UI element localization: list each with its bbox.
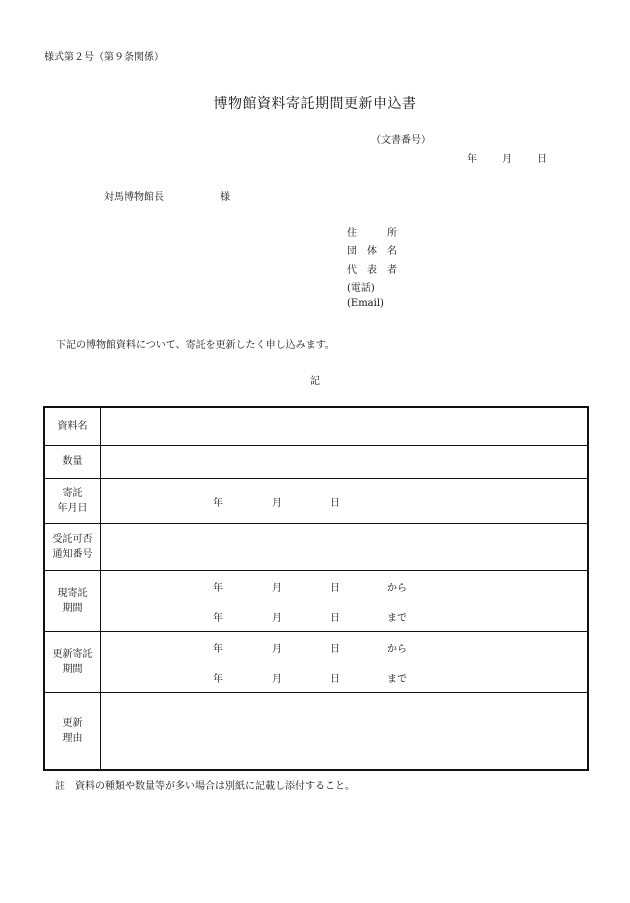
row-quantity xyxy=(44,445,588,478)
applicant-address-label: 住 所 xyxy=(347,228,397,239)
renewal-to-year: 年 xyxy=(213,673,223,685)
applicant-phone-label: (電話) xyxy=(347,283,375,294)
quantity-label: 数量 xyxy=(44,445,101,478)
renewal-from-month: 月 xyxy=(272,643,282,655)
row-approval-number xyxy=(44,523,588,570)
current-from-month: 月 xyxy=(272,582,282,594)
material-name-field[interactable] xyxy=(101,407,589,445)
row-current-period xyxy=(44,570,588,631)
form-number: 様式第２号（第９条関係） xyxy=(44,52,164,63)
renewal-reason-field[interactable] xyxy=(101,692,589,770)
form-table xyxy=(43,406,589,771)
deposit-year: 年 xyxy=(213,497,223,509)
page-title: 博物館資料寄託期間更新申込書 xyxy=(213,96,417,112)
date-year: 年 xyxy=(467,154,477,165)
material-name-label: 資料名 xyxy=(44,407,101,445)
date-day: 日 xyxy=(537,154,547,165)
deposit-date-label: 寄託 年月日 xyxy=(44,478,101,523)
row-renewal-period xyxy=(44,631,588,692)
renewal-from-year: 年 xyxy=(213,643,223,655)
intro-text: 下記の博物館資料について、寄託を更新したく申し込みます。 xyxy=(56,340,335,351)
quantity-field[interactable] xyxy=(101,445,589,478)
current-period-label: 現寄託 期間 xyxy=(44,570,101,631)
renewal-from-day: 日 xyxy=(330,643,340,655)
current-to-word: まで xyxy=(387,612,407,624)
current-from-word: から xyxy=(387,582,407,594)
approval-number-field[interactable] xyxy=(101,523,589,570)
addressee: 対馬博物館長 xyxy=(104,192,164,203)
renewal-period-label: 更新寄託 期間 xyxy=(44,631,101,692)
current-from-day: 日 xyxy=(330,582,340,594)
row-material-name xyxy=(44,407,588,445)
row-deposit-date xyxy=(44,478,588,523)
approval-number-label: 受託可否 通知番号 xyxy=(44,523,101,570)
applicant-representative-label: 代 表 者 xyxy=(347,265,397,276)
applicant-email-label: (Email) xyxy=(347,298,384,309)
renewal-period-field[interactable] xyxy=(101,631,589,692)
footnote: 註 資料の種類や数量等が多い場合は別紙に記載し添付すること。 xyxy=(55,781,355,792)
deposit-day: 日 xyxy=(330,497,340,509)
honorific: 様 xyxy=(220,192,230,203)
deposit-date-field[interactable] xyxy=(101,478,589,523)
renewal-to-month: 月 xyxy=(272,673,282,685)
applicant-group-label: 団 体 名 xyxy=(347,246,397,257)
date-month: 月 xyxy=(502,154,512,165)
current-from-year: 年 xyxy=(213,582,223,594)
current-to-year: 年 xyxy=(213,612,223,624)
renewal-from-word: から xyxy=(387,643,407,655)
renewal-reason-label: 更新 理由 xyxy=(44,692,101,770)
current-to-day: 日 xyxy=(330,612,340,624)
deposit-month: 月 xyxy=(272,497,282,509)
current-period-field[interactable] xyxy=(101,570,589,631)
ki-heading: 記 xyxy=(310,376,320,387)
renewal-to-word: まで xyxy=(387,673,407,685)
current-to-month: 月 xyxy=(272,612,282,624)
row-renewal-reason xyxy=(44,692,588,770)
renewal-to-day: 日 xyxy=(330,673,340,685)
document-number: （文書番号） xyxy=(371,135,431,146)
